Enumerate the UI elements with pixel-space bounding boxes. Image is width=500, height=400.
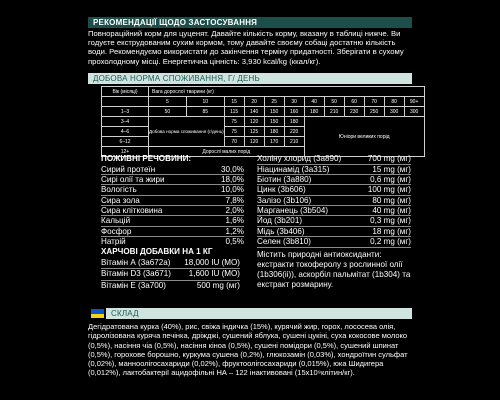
- norm-cell: 120: [244, 117, 264, 127]
- nutrients-title: ПОЖИВНІ РЕЧОВИНИ:: [101, 154, 192, 163]
- table-row: [102, 97, 425, 107]
- norm-cell: 115: [224, 107, 244, 117]
- additive-value: 500 mg (мг): [196, 281, 240, 290]
- daily-norm-table: [101, 86, 425, 157]
- additive-name: Вітамін D3 (3а671): [101, 269, 171, 278]
- nutrient-name: Сирі олії та жири: [101, 175, 165, 184]
- nutrient-name: Сира зола: [101, 196, 140, 205]
- nutrient-value: 0,5%: [225, 237, 244, 246]
- section-title: ДОБОВА НОРМА СПОЖИВАННЯ, Г/ ДЕНЬ: [93, 74, 260, 83]
- age-cell: 6–12: [102, 137, 149, 147]
- mineral-value: 100 mg (мг): [367, 185, 411, 194]
- norm-cell: 180: [284, 117, 304, 127]
- junior-large-breeds-label: Юніори великих порід: [304, 117, 424, 157]
- norm-cell: 125: [244, 127, 264, 137]
- norm-cell: 75: [224, 127, 244, 137]
- mineral-name: Ніацинамід (3а315): [257, 165, 330, 174]
- nutrient-name: Натрій: [101, 237, 126, 246]
- nutrient-value: 10,0%: [221, 185, 244, 194]
- age-cell: 3–4: [102, 117, 149, 127]
- weight-cell: 25: [264, 97, 284, 107]
- age-cell: 4–6: [102, 127, 149, 137]
- row-divider: [101, 184, 244, 185]
- row-divider: [101, 236, 244, 237]
- nutrient-value: 18,0%: [221, 175, 244, 184]
- norm-cell: 70: [224, 137, 244, 147]
- weight-cell: 50: [324, 97, 344, 107]
- norm-cell: 150: [264, 107, 284, 117]
- table-row: [102, 87, 425, 97]
- mineral-name: Холіну хлорид (3а890): [257, 154, 342, 163]
- row-divider: [257, 236, 411, 237]
- table-row: [102, 117, 425, 127]
- weight-cell: 10: [186, 97, 224, 107]
- section-header-daily-norm: [88, 73, 412, 84]
- norm-cell: 300: [404, 107, 424, 117]
- nutrient-name: Сира клітковина: [101, 206, 163, 215]
- puppy-norm-label: Добова норма споживання (г/день): [149, 117, 225, 147]
- weight-cell: 30: [284, 97, 304, 107]
- mineral-value: 700 mg (мг): [367, 154, 411, 163]
- row-divider: [101, 280, 240, 281]
- row-divider: [257, 184, 411, 185]
- additive-value: 18,000 IU (МО): [184, 258, 240, 267]
- norm-cell: 300: [384, 107, 404, 117]
- additive-row: [101, 269, 240, 279]
- row-divider: [101, 195, 244, 196]
- mineral-value: 15 mg (мг): [372, 165, 411, 174]
- nutrient-row: [101, 216, 244, 226]
- recommendations-text: Повнораційний корм для цуценят. Давайте кількість корму, вказану в таблиці нижче. Ви годуєте екструдованим сухим кормом, тому давайте своєму собаці достатню кількість води. Рекомендуємо використати до закінчення терміну придатності. Зберігати в сухому прохолодному місці. Енергетична цінність: 3,930 kcal/kg (ккал/кг).: [88, 29, 404, 66]
- mineral-value: 40 mg (мг): [372, 206, 411, 215]
- nutrient-value: 1,6%: [225, 216, 244, 225]
- mineral-value: 0,2 mg (мг): [370, 237, 411, 246]
- row-divider: [257, 174, 411, 175]
- norm-cell: 140: [244, 107, 264, 117]
- norm-cell: 50: [149, 107, 187, 117]
- norm-cell: 210: [324, 107, 344, 117]
- weight-cell: 70: [364, 97, 384, 107]
- section-header-recommendations: [88, 17, 412, 28]
- weight-cell: 5: [149, 97, 187, 107]
- section-header-composition: [106, 308, 412, 319]
- mineral-name: Йод (3b201): [257, 216, 303, 225]
- age-cell: 12+: [102, 147, 149, 157]
- weight-cell: 60: [344, 97, 364, 107]
- weight-header: Вага дорослої тварини (кг): [149, 87, 425, 97]
- row-divider: [257, 247, 411, 248]
- mineral-name: Марганець (3b504): [257, 206, 329, 215]
- row-divider: [257, 164, 411, 165]
- norm-cell: 250: [364, 107, 384, 117]
- weight-cell: 90+: [404, 97, 424, 107]
- mineral-value: 80 mg (мг): [372, 196, 411, 205]
- norm-cell: 120: [244, 137, 264, 147]
- mineral-value: 0,3 mg (мг): [370, 216, 411, 225]
- norm-cell: 210: [284, 137, 304, 147]
- row-divider: [257, 205, 411, 206]
- norm-cell: 180: [264, 127, 284, 137]
- age-cell: 1–3: [102, 107, 149, 117]
- adult-small-breeds-label: Дорослі малих порід: [149, 147, 305, 157]
- mineral-name: Залізо (3b106): [257, 196, 312, 205]
- section-title: РЕКОМЕНДАЦІЇ ЩОДО ЗАСТОСУВАННЯ: [93, 18, 258, 27]
- row-divider: [257, 195, 411, 196]
- mineral-row: [257, 185, 411, 195]
- row-divider: [257, 226, 411, 227]
- mineral-row: [257, 237, 411, 247]
- additive-row: [101, 258, 240, 268]
- weight-cell: 40: [304, 97, 324, 107]
- weight-cell: 80: [384, 97, 404, 107]
- mineral-value: 18 mg (мг): [372, 227, 411, 236]
- age-header: Вік (місяці): [102, 87, 149, 97]
- additives-title: ХАРЧОВІ ДОБАВКИ НА 1 КГ: [101, 247, 213, 256]
- weight-cell: 20: [244, 97, 264, 107]
- norm-cell: 150: [264, 117, 284, 127]
- row-divider: [101, 226, 244, 227]
- nutrient-name: Вологість: [101, 185, 137, 194]
- section-title: СКЛАД: [111, 309, 139, 318]
- additive-value: 1,600 IU (МО): [188, 269, 240, 278]
- composition-text: Дегідратована курка (40%), рис, свіжа індичка (15%), курячий жир, горох, лососева олія, гідролізована куряча печінка, дріжджі, сушений яблука, сушені цукіні, суха кокосове молоко (0,5%), насіння чіа (0,5%), насіння кіноа (0,5%), сушені помідори (0,5%), сушений шпинат (0,5%), горохове борошно, куркума сушена (0,2%), глюкозамін (0,03%), хондроїтин сульфат (0,02%), манноолігосахариди (0,02%), фруктоолігосахариди (0,015%), юка Шидигера (0,012%), лактобактерії ацидофільні НА – 122 інактивовані (15x10⁹клітин/кг).: [88, 322, 408, 378]
- mineral-name: Селен (3b810): [257, 237, 311, 246]
- mineral-name: Мідь (3b406): [257, 227, 305, 236]
- table-row: [102, 107, 425, 117]
- nutrient-value: 30,0%: [221, 165, 244, 174]
- nutrient-row: [101, 237, 244, 247]
- norm-cell: 230: [344, 107, 364, 117]
- nutrient-value: 2,0%: [225, 206, 244, 215]
- additive-row: [101, 281, 240, 291]
- nutrient-name: Кальцій: [101, 216, 131, 225]
- norm-cell: 220: [284, 127, 304, 137]
- row-divider: [257, 215, 411, 216]
- mineral-name: Біотин (3а880): [257, 175, 312, 184]
- additive-name: Вітамін Е (3а700): [101, 281, 166, 290]
- antioxidants-text: Містить природні антиоксиданти: екстракти токоферолу з рослинної олії (1b306(ii)), аскорбіл пальмітат (1b304) та екстракт розмарину.: [257, 250, 411, 289]
- row-divider: [101, 205, 244, 206]
- mineral-row: [257, 154, 411, 164]
- nutrient-name: Сирий протеїн: [101, 165, 156, 174]
- row-divider: [101, 268, 240, 269]
- row-divider: [101, 215, 244, 216]
- row-divider: [101, 174, 244, 175]
- ukraine-flag-icon: [91, 309, 104, 318]
- norm-cell: 170: [264, 137, 284, 147]
- additive-name: Вітамін А (3а672а): [101, 258, 171, 267]
- mineral-name: Цинк (3b606): [257, 185, 306, 194]
- nutrient-value: 1,2%: [225, 227, 244, 236]
- norm-cell: 180: [304, 107, 324, 117]
- mineral-value: 0,6 mg (мг): [370, 175, 411, 184]
- weight-cell: 15: [224, 97, 244, 107]
- norm-cell: 75: [224, 117, 244, 127]
- age-cell-blank: [102, 97, 149, 107]
- norm-cell: 160: [284, 107, 304, 117]
- mineral-row: [257, 216, 411, 226]
- nutrient-name: Фосфор: [101, 227, 132, 236]
- nutrient-row: [101, 185, 244, 195]
- nutrient-value: 7,8%: [225, 196, 244, 205]
- norm-cell: 85: [186, 107, 224, 117]
